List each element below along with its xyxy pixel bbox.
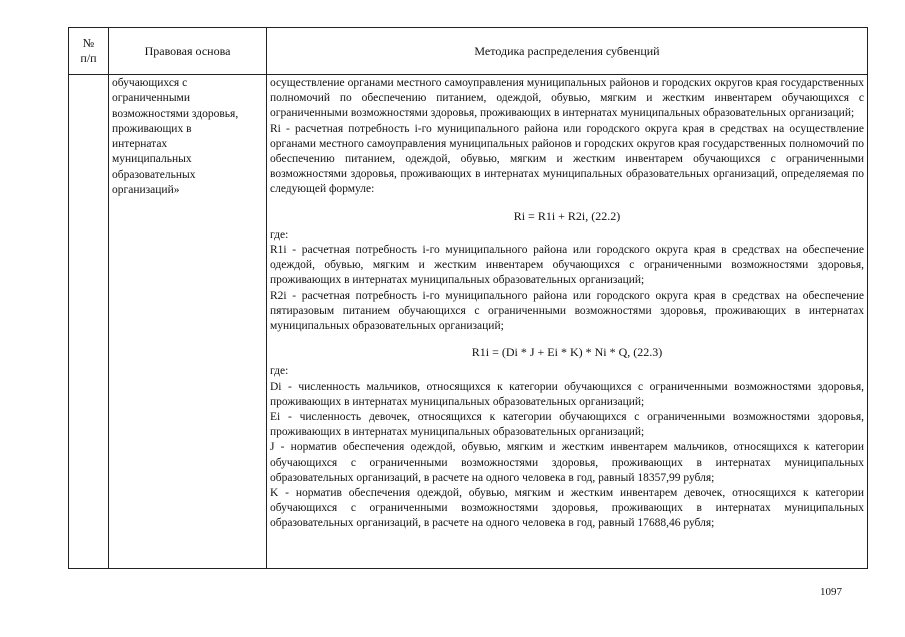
- legal-basis-cell: [109, 75, 267, 569]
- header-legal-basis: Правовая основа: [109, 28, 267, 75]
- where-label: где:: [270, 365, 289, 378]
- header-number: [69, 28, 109, 75]
- basis-line: организаций»: [112, 184, 180, 197]
- table-header-row: [69, 28, 868, 75]
- header-number-line2: п/п: [80, 51, 97, 65]
- basis-line: интернатах: [112, 138, 168, 151]
- r2i-definition: R2i - расчетная потребность i-го муниципального района или городского округа края в средствах на обеспечение пятиразовым питанием обучающихся с ограниченными возможностями здоровья, проживающих в интернатах муниципальных образовательных организаций;: [270, 289, 864, 333]
- di-definition: Di - численность мальчиков, относящихся к категории обучающихся с ограниченными возможностями здоровья, проживающих в интернатах муниципальных образовательных организаций;: [270, 380, 864, 408]
- header-number-line1: №: [82, 36, 95, 50]
- formula-22-2: Ri = R1i + R2i, (22.2): [513, 208, 621, 223]
- basis-line: проживающих в: [112, 122, 192, 135]
- r1i-definition: R1i - расчетная потребность i-го муниципального района или городского округа края в средствах на обеспечение одеждой, обувью, мягким и жестким инвентарем обучающихся с ограниченными возможностями здоровья, проживающих в интернатах муниципальных образовательных организаций;: [270, 244, 864, 287]
- method-paragraph: осуществление органами местного самоуправления муниципальных районов и городских округов края государственных полномочий по обеспечению питанием, одеждой, обувью, мягким и жестким инвентарем обучающихся с ограниченными возможностями здоровья, проживающих в интернатах муниципальных образовательных организаций;: [270, 77, 864, 120]
- row-number-cell: [69, 75, 109, 569]
- methodology-cell: [267, 75, 868, 569]
- header-methodology: Методика распределения субвенций: [267, 28, 868, 75]
- basis-line: муниципальных: [112, 153, 192, 166]
- basis-line: возможностями здоровья,: [112, 107, 239, 120]
- formula-22-3: R1i = (Di * J + Ei * K) * Ni * Q, (22.3): [471, 345, 663, 360]
- ri-definition: Ri - расчетная потребность i-го муниципального района или городского округа края в средствах на осуществление органами местного самоуправления муниципальных районов и городских округов края государственных полномочий по обеспечению питанием, одеждой, обувью, мягким и жестким инвентарем обучающихся с ограниченными возможностями здоровья, проживающих в интернатах муниципальных образовательных организаций, определяемая по следующей формуле:: [270, 122, 864, 196]
- where-label: где:: [270, 228, 289, 241]
- distribution-table: [68, 27, 868, 569]
- basis-line: ограниченными: [112, 92, 190, 105]
- page-number: 1097: [820, 586, 842, 598]
- basis-line: обучающихся с: [112, 77, 188, 89]
- table-row: [69, 75, 868, 569]
- k-definition: K - норматив обеспечения одеждой, обувью, мягким и жестким инвентарем девочек, относящихся к категории обучающихся с ограниченными возможностями здоровья, проживающих в интернатах муниципальных образовательных организаций, в расчете на одного человека в год, равный 17688,46 рубля;: [270, 487, 864, 530]
- j-definition: J - норматив обеспечения одеждой, обувью, мягким и жестким инвентарем мальчиков, относящихся к категории обучающихся с ограниченными возможностями здоровья, проживающих в интернатах муниципальных образовательных организаций, в расчете на одного человека в год, равный 18357,99 рубля;: [270, 441, 864, 484]
- basis-line: образовательных: [112, 168, 196, 181]
- ei-definition: Ei - численность девочек, относящихся к категории обучающихся с ограниченными возможностями здоровья, проживающих в интернатах муниципальных образовательных организаций;: [270, 411, 864, 439]
